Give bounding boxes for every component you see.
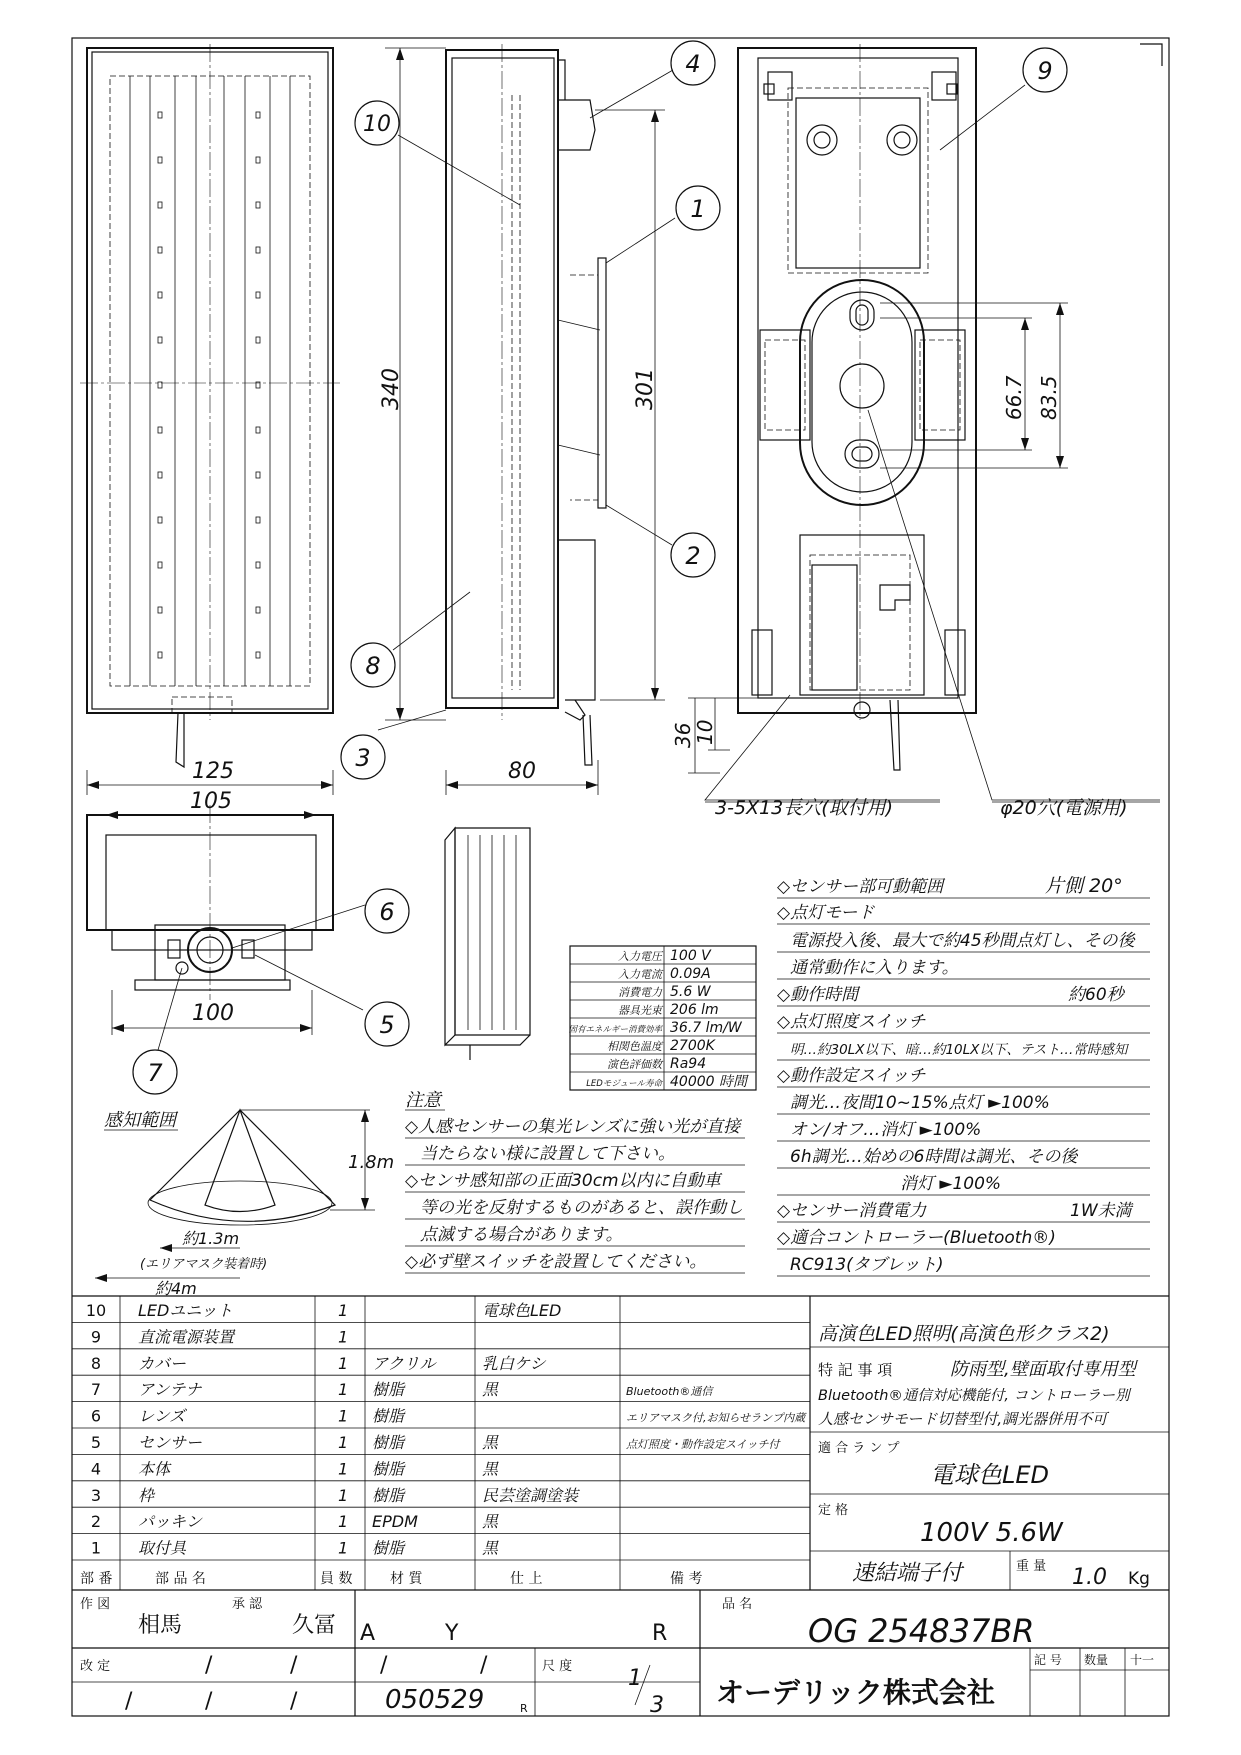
led-dot [256, 517, 260, 523]
part-material: 樹脂 [372, 1459, 405, 1479]
part-no: 10 [85, 1301, 107, 1320]
product-info [810, 1296, 1169, 1590]
led-dot [256, 562, 260, 568]
led-dot [256, 472, 260, 478]
rev-slash-4: / [480, 1653, 488, 1678]
rev-slash-2: / [290, 1653, 298, 1678]
hole-label: φ20穴(電源用) [1000, 797, 1128, 819]
part-note: エリアマスク付,お知らせランプ内蔵 [626, 1411, 806, 1425]
note-time: ◇動作時間 [777, 985, 859, 1005]
led-dot [158, 157, 162, 163]
part-qty: 1 [338, 1406, 349, 1426]
caution-line: 当たらない様に設置して下さい。 [420, 1144, 675, 1164]
info-terminal: 速結端子付 [852, 1561, 963, 1586]
sym-label: 記 号 [1034, 1653, 1062, 1667]
led-dot [158, 337, 162, 343]
hdr-name: 部 品 名 [155, 1571, 206, 1587]
led-dot [256, 247, 260, 253]
part-name: カバー [138, 1353, 187, 1373]
balloon-9: 9 [1037, 57, 1053, 85]
part-qty: 1 [338, 1327, 349, 1347]
dash-label: 十一 [1130, 1653, 1155, 1667]
caution-line: 点滅する場合があります。 [420, 1225, 623, 1245]
info-special-label: 特 記 事 項 [818, 1361, 893, 1379]
part-material: 樹脂 [372, 1538, 405, 1558]
note-power: ◇センサー消費電力 [777, 1201, 927, 1221]
balloon-1: 1 [690, 195, 706, 223]
front-view [80, 44, 340, 767]
hdr-qty: 員 数 [320, 1571, 353, 1587]
part-qty: 1 [338, 1353, 349, 1373]
info-rating-label: 定 格 [818, 1503, 849, 1518]
part-finish: 黒 [482, 1433, 499, 1452]
info-lamp-label: 適 合 ラ ン プ [818, 1441, 900, 1456]
led-dot [256, 202, 260, 208]
part-finish: 乳白ケシ [482, 1353, 546, 1373]
note-op-l2: オン/オフ…消灯 ►100% [790, 1120, 982, 1140]
spec-value: 206 lm [670, 1002, 719, 1018]
note-range: ◇センサー部可動範囲 [777, 877, 944, 897]
spec-label: 相関色温度 [607, 1040, 662, 1053]
part-name: 枠 [138, 1485, 155, 1505]
part-no: 1 [90, 1538, 102, 1558]
spec-label: LEDモジュール寿命 [586, 1079, 662, 1089]
spec-value: 2700K [670, 1038, 715, 1054]
company-name: オーデリック株式会社 [716, 1676, 995, 1709]
hdr-no: 部 番 [80, 1571, 113, 1587]
scale-label: 尺 度 [542, 1659, 573, 1674]
qty-label: 数量 [1084, 1653, 1109, 1667]
part-material: 樹脂 [372, 1406, 405, 1426]
rev-slash-3: / [380, 1653, 388, 1678]
dim-80: 80 [508, 759, 536, 784]
part-qty: 1 [338, 1380, 349, 1400]
note-mode-title: ◇点灯モード [777, 903, 875, 923]
rev-slash-5: / [125, 1689, 133, 1714]
hdr-note: 備 考 [670, 1571, 703, 1587]
balloon-6: 6 [379, 898, 395, 926]
caution-line: ◇必ず壁スイッチを設置してください。 [405, 1252, 707, 1272]
title-block [72, 1590, 1169, 1718]
balloon-8: 8 [365, 652, 381, 680]
caution-line: ◇人感センサーの集光レンズに強い光が直接 [405, 1117, 741, 1137]
part-material: 樹脂 [372, 1485, 405, 1505]
led-dot [158, 562, 162, 568]
led-dot [158, 607, 162, 613]
rear-view [738, 44, 976, 770]
part-name: LEDユニット [138, 1301, 233, 1320]
slot-label: 3-5X13長穴(取付用) [715, 797, 894, 819]
sensing-range [95, 1110, 394, 1298]
part-name: 直流電源装置 [138, 1327, 235, 1347]
led-dot [158, 247, 162, 253]
info-special-2: Bluetooth®通信対応機能付, コントローラー別 [818, 1388, 1130, 1404]
led-dot [256, 337, 260, 343]
revision-label: 改 定 [80, 1659, 111, 1674]
dim-36: 36 [671, 722, 695, 748]
col-y: Y [445, 1621, 459, 1646]
rev-slash-6: / [205, 1689, 213, 1714]
part-finish: 黒 [482, 1380, 499, 1400]
led-dot [158, 517, 162, 523]
corner-mark [1140, 44, 1162, 66]
part-name: 本体 [138, 1459, 171, 1479]
part-finish: 民芸塗調塗装 [482, 1485, 579, 1505]
scale-num: 1 [628, 1666, 642, 1691]
part-no: 6 [90, 1406, 102, 1426]
part-no: 2 [90, 1512, 102, 1532]
part-qty: 1 [338, 1433, 349, 1452]
part-name: アンテナ [138, 1380, 202, 1400]
part-no: 7 [90, 1380, 102, 1400]
spec-label: 入力電流 [618, 968, 662, 981]
part-name: 取付具 [138, 1538, 187, 1558]
rev-slash-1: / [205, 1653, 213, 1678]
caution-line: 等の光を反射するものがあると、誤作動し [420, 1198, 743, 1218]
part-material: アクリル [372, 1353, 436, 1373]
balloon-7: 7 [147, 1059, 163, 1087]
approved-value: 久冨 [292, 1613, 337, 1638]
part-qty: 1 [338, 1512, 349, 1532]
part-qty: 1 [338, 1485, 349, 1505]
part-no: 3 [90, 1485, 102, 1505]
note-op-l4: 消灯 ►100% [900, 1174, 1002, 1194]
spec-label: 演色評価数 [607, 1058, 662, 1071]
led-dot [158, 472, 162, 478]
part-finish: 黒 [482, 1538, 499, 1558]
spec-label: 固有エネルギー消費効率 [568, 1025, 662, 1035]
drawn-value: 相馬 [138, 1613, 183, 1638]
feature-notes [777, 875, 1150, 1276]
part-qty: 1 [338, 1538, 349, 1558]
info-special-1: 防雨型,壁面取付専用型 [950, 1359, 1136, 1380]
part-no: 8 [90, 1353, 102, 1373]
approved-label: 承 認 [232, 1597, 263, 1612]
spec-label: 入力電圧 [618, 950, 662, 963]
note-op-title: ◇動作設定スイッチ [777, 1066, 926, 1086]
note-power-value: 1W未満 [1070, 1201, 1132, 1221]
sensing-title: 感知範囲 [104, 1110, 176, 1131]
balloon-5: 5 [379, 1011, 395, 1039]
caution-notes [405, 1090, 745, 1273]
led-dot [158, 202, 162, 208]
dim-83-5: 83.5 [1037, 375, 1061, 420]
part-name: センサー [138, 1433, 203, 1452]
part-no: 4 [90, 1459, 102, 1479]
note-lux-title: ◇点灯照度スイッチ [777, 1012, 926, 1032]
dim-100: 100 [192, 1001, 234, 1026]
product-label: 品 名 [722, 1597, 753, 1612]
spec-value: 36.7 lm/W [670, 1020, 742, 1036]
col-r: R [652, 1621, 668, 1646]
drawn-label: 作 図 [80, 1597, 111, 1612]
part-finish: 黒 [482, 1459, 499, 1479]
note-op-l3: 6h調光…始めの6時間は調光、その後 [790, 1147, 1078, 1167]
note-ctrl-title: ◇適合コントローラー(Bluetooth®) [777, 1228, 1056, 1248]
led-dot [256, 652, 260, 658]
part-no: 9 [90, 1327, 102, 1347]
side-view [446, 44, 606, 765]
info-weight-label: 重 量 [1016, 1559, 1047, 1574]
balloon-3: 3 [355, 744, 371, 772]
col-a: A [360, 1621, 376, 1646]
note-mode-l1: 電源投入後、最大で約45秒間点灯し、その後 [790, 931, 1135, 951]
sensing-height: 1.8m [348, 1152, 395, 1173]
led-dot [158, 112, 162, 118]
info-rating-value: 100V 5.6W [920, 1518, 1063, 1548]
dim-10: 10 [693, 719, 717, 745]
part-material: EPDM [372, 1512, 418, 1532]
part-finish: 電球色LED [482, 1301, 562, 1320]
spec-value: 5.6 W [670, 984, 711, 1000]
note-time-value: 約60秒 [1068, 985, 1124, 1005]
part-note: Bluetooth®通信 [626, 1385, 713, 1399]
spec-value: 40000 時間 [670, 1074, 747, 1090]
note-op-l1: 調光…夜間10~15%点灯 ►100% [790, 1093, 1050, 1113]
balloon-2: 2 [685, 542, 701, 570]
spec-value: 0.09A [670, 966, 711, 982]
sensing-r13: 約1.3m [182, 1229, 240, 1248]
scale-den: 3 [650, 1693, 664, 1718]
led-dot [256, 112, 260, 118]
dim-301: 301 [633, 368, 658, 410]
part-name: レンズ [138, 1406, 186, 1426]
led-dot [256, 292, 260, 298]
part-finish: 黒 [482, 1512, 499, 1532]
sensing-mask: (エリアマスク装着時) [140, 1257, 268, 1272]
dim-340: 340 [379, 368, 404, 410]
note-range-value: 片側 20° [1045, 875, 1123, 897]
hdr-finish: 仕 上 [510, 1571, 543, 1587]
info-lamp-value: 電球色LED [930, 1461, 1050, 1489]
sensing-r4: 約4m [155, 1279, 197, 1298]
info-special-3: 人感センサモード切替型付,調光器併用不可 [818, 1410, 1108, 1428]
rev-slash-7: / [290, 1689, 298, 1714]
part-material: 樹脂 [372, 1380, 405, 1400]
hdr-material: 材 質 [390, 1571, 423, 1587]
note-lux-l1: 明…約30LX以下、暗…約10LX以下、テスト…常時感知 [790, 1042, 1128, 1058]
date-value: 050529 [385, 1685, 485, 1715]
info-weight-value: 1.0 [1072, 1565, 1107, 1590]
led-dot [256, 607, 260, 613]
dim-125: 125 [192, 759, 234, 784]
date-suffix: R [520, 1702, 528, 1715]
spec-value: 100 V [670, 948, 711, 964]
led-dot [256, 157, 260, 163]
bottom-view [87, 805, 333, 1000]
part-material: 樹脂 [372, 1433, 405, 1452]
led-dot [158, 652, 162, 658]
perspective-view [445, 828, 530, 1060]
note-mode-l2: 通常動作に入ります。 [790, 958, 959, 978]
caution-title: 注意 [405, 1090, 441, 1111]
dimensions [87, 48, 1160, 1035]
part-qty: 1 [338, 1459, 349, 1479]
note-ctrl-l1: RC913(タブレット) [790, 1255, 944, 1275]
part-no: 5 [90, 1433, 102, 1452]
led-dot [158, 292, 162, 298]
product-value: OG 254837BR [808, 1612, 1035, 1650]
info-title: 高演色LED照明(高演色形クラス2) [818, 1323, 1110, 1345]
led-dot [158, 427, 162, 433]
dim-66-7: 66.7 [1002, 375, 1026, 420]
balloon-4: 4 [685, 50, 701, 78]
spec-value: Ra94 [670, 1056, 707, 1072]
spec-table [568, 946, 756, 1090]
led-dot [256, 427, 260, 433]
spec-label: 消費電力 [618, 986, 662, 999]
spec-label: 器具光束 [618, 1004, 662, 1017]
part-name: パッキン [138, 1512, 202, 1532]
caution-line: ◇センサ感知部の正面30cm以内に自動車 [405, 1171, 721, 1191]
info-weight-unit: Kg [1128, 1569, 1150, 1589]
dim-105: 105 [190, 789, 232, 814]
part-note: 点灯照度・動作設定スイッチ付 [626, 1438, 780, 1451]
balloon-10: 10 [363, 112, 391, 137]
part-qty: 1 [338, 1301, 349, 1320]
